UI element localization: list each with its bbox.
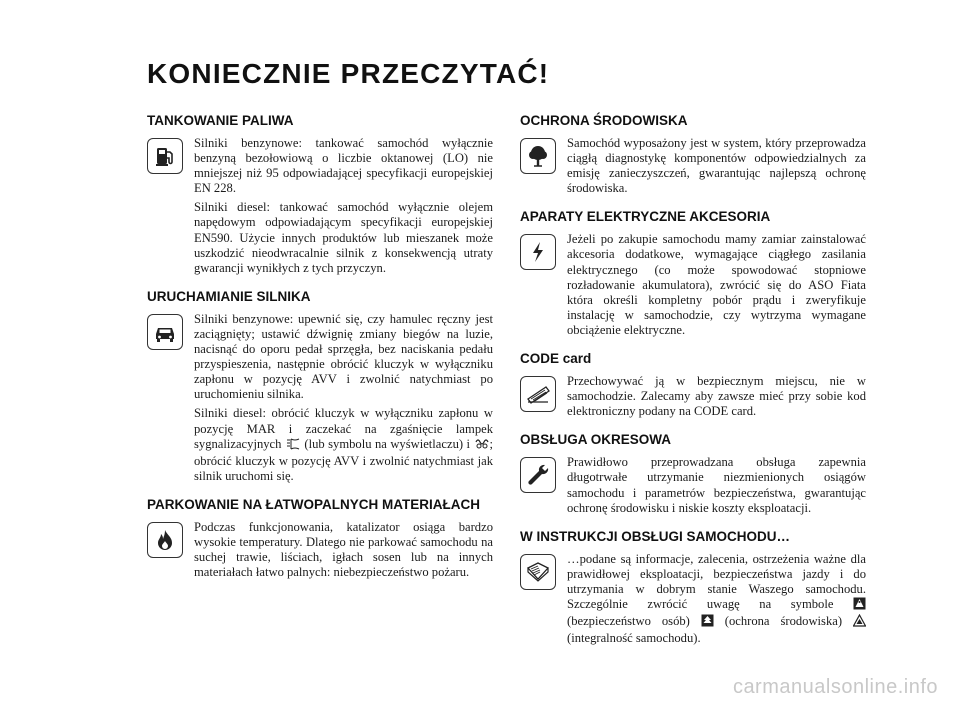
paragraph: Jeżeli po zakupie samochodu mamy zamiar zainstalować akcesoria dodatkowe, wymagające ciągłego zasilania elektrycznego (co może spowodować stopniowe rozładowanie akumulatora), zwrócić się do ASO Fiata która określi kompletny pobór prądu i zweryfikuje instalację w samochodzie, czy wytrzyma wymagane obciążenie elektryczne. xyxy=(567,232,866,337)
paragraph-instr: …podane są informacje, zalecenia, ostrzeżenia ważne dla prawidłowej eksploatacji, bezpieczeństwa jazdy i do utrzymania w dobrym stanie Waszego samochodu. Szczególnie zwrócić uwagę na symbole (bezpieczeństwo osób) (ochrona środowiska) (integralność samochodu). xyxy=(567,551,866,646)
card-icon xyxy=(520,376,556,412)
page-title: KONIECZNIE PRZECZYTAĆ! xyxy=(147,58,550,89)
left-column xyxy=(147,113,493,593)
section-heading: TANKOWANIE PALIWA xyxy=(147,113,294,128)
section-heading: OBSŁUGA OKRESOWA xyxy=(520,432,672,448)
tree-icon xyxy=(520,138,556,174)
section-instrukcja xyxy=(520,529,866,647)
section-heading: OCHRONA ŚRODOWISKA xyxy=(520,113,688,128)
fire-icon xyxy=(147,522,183,558)
section-heading: APARATY ELEKTRYCZNE AKCESORIA xyxy=(520,209,771,225)
section-heading: CODE card xyxy=(520,351,592,367)
watermark-text: carmanualsonline.info xyxy=(732,676,938,698)
section-uruchamianie xyxy=(147,289,493,484)
paragraph: Podczas funkcjonowania, katalizator osiąga bardzo wysokie temperatury. Dlatego nie parkować samochodu na suchej trawie, liściach, igłach sosen lub na innych materiałach łatwo palnych: niebezpieczeństwo pożaru. xyxy=(194,519,493,580)
section-heading: W INSTRUKCJI OBSŁUGI SAMOCHODU… xyxy=(520,528,790,544)
section-aparaty xyxy=(520,209,866,338)
paragraph: Prawidłowo przeprowadzana obsługa zapewnia długotrwałe utrzymanie niezmienionych osiągów samochodu i parametrów bezpieczeństwa, gwarantując ochronę środowisku i niskie koszty eksploatacji. xyxy=(567,455,866,515)
lightning-icon xyxy=(520,234,556,270)
paragraph: Silniki diesel: tankować samochód wyłącznie olejem napędowym odpowiadającym specyfikacji europejskiej EN590. Użycie innych produktów lub mieszanek może uszkodzić nieodwracalnie silnik z konsekwencją utraty gwarancji wynikłych z tych przyczyn. xyxy=(194,200,493,275)
section-heading: PARKOWANIE NA ŁATWOPALNYCH MATERIAŁACH xyxy=(147,496,480,512)
environment-symbol-icon xyxy=(701,614,714,631)
fuel-pump-icon xyxy=(147,138,183,174)
right-column xyxy=(520,113,866,659)
warning-person-icon xyxy=(853,597,866,614)
glow-plug-off-icon xyxy=(474,438,490,454)
paragraph: Samochód wyposażony jest w system, który przeprowadza ciągłą diagnostykę komponentów odpowiedzialnych za emisję zanieczyszczeń, gwarantując najlepszą ochronę środowiska. xyxy=(567,136,866,196)
car-icon xyxy=(147,314,183,350)
section-tankowanie xyxy=(147,113,493,276)
section-ochrona xyxy=(520,113,866,196)
paragraph-diesel: Silniki diesel: obrócić kluczyk w wyłączniku zapłonu w pozycję MAR i zaczekać na zgaśnięcie lampek sygnalizacyjnych (lub symbolu na wyświetlaczu) i ; obrócić kluczyk w pozycję AVV i zwolnić natychmiast jak silnik uruchomi się. xyxy=(194,406,494,483)
paragraph: Silniki benzynowe: upewnić się, czy hamulec ręczny jest zaciągnięty; ustawić dźwignię zmiany biegów na luzie, nacisnąć do oporu pedał sprzęgła, bez naciskania pedału przyspieszenia, następnie obrócić kluczyk w wyłączniku zapłonu w pozycję AVV i zwolnić natychmiast po uruchomieniu silnika. xyxy=(194,311,493,402)
section-code-card xyxy=(520,351,866,419)
wrench-icon xyxy=(520,457,556,493)
paragraph: Przechowywać ją w bezpiecznym miejscu, nie w samochodzie. Zalecamy aby zawsze mieć przy sobie kod elektroniczny podany na CODE card. xyxy=(567,374,866,419)
car-integrity-icon xyxy=(853,614,866,631)
glow-plug-icon xyxy=(285,438,301,454)
section-obsluga xyxy=(520,432,866,515)
book-icon xyxy=(520,554,556,590)
section-parkowanie xyxy=(147,497,493,580)
paragraph: Silniki benzynowe: tankować samochód wyłącznie benzyną bezołowiową o liczbie oktanowej (LO) nie mniejszej niż 95 odpowiadającej specyfikacji europejskiej EN 228. xyxy=(194,136,493,196)
section-heading: URUCHAMIANIE SILNIKA xyxy=(147,288,311,304)
